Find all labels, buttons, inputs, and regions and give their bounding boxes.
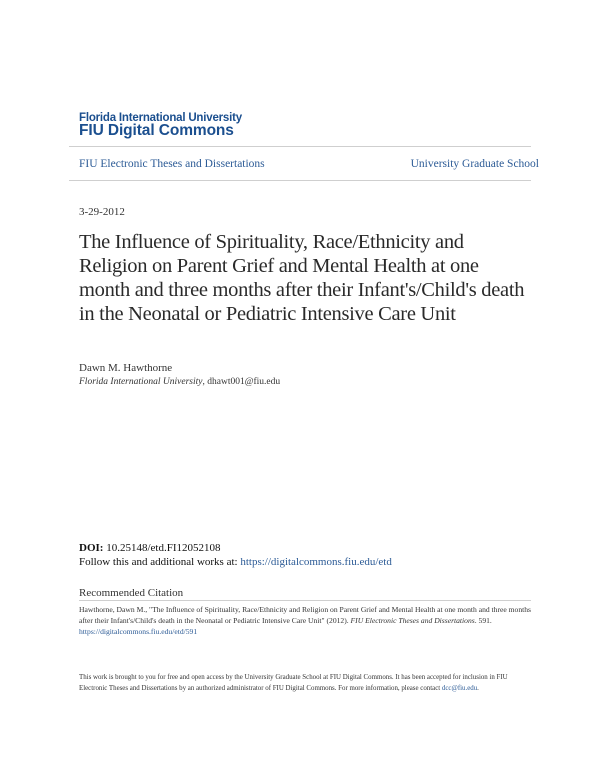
doi-line	[79, 542, 220, 554]
doi-label: DOI:	[79, 542, 104, 554]
citation-divider	[79, 600, 531, 601]
follow-line	[79, 556, 392, 568]
doi-value: 10.25148/etd.FI12052108	[106, 542, 221, 554]
institution-name[interactable]: Florida International University	[79, 112, 242, 124]
citation-link[interactable]: https://digitalcommons.fiu.edu/etd/591	[79, 627, 198, 636]
citation-number: . 591.	[474, 616, 492, 625]
citation-main: Hawthorne, Dawn M., "The Influence of Spirituality, Race/Ethnicity and Religion on Parent Grief and Mental Health at one month and three months after their Infant's/Child's death in the Neonatal or Pediatric Intensive Care Unit" (2012).	[79, 605, 531, 625]
series-link[interactable]: FIU Electronic Theses and Dissertations	[79, 158, 265, 170]
affiliation-name: Florida International University	[79, 377, 203, 387]
citation-heading: Recommended Citation	[79, 587, 184, 599]
author-name: Dawn M. Hawthorne	[79, 362, 173, 374]
author-email[interactable]: dhawt001@fiu.edu	[207, 377, 281, 387]
contact-email-link[interactable]: dcc@fiu.edu	[441, 685, 478, 692]
footer-end: .	[477, 685, 479, 692]
follow-link[interactable]: https://digitalcommons.fiu.edu/etd	[240, 556, 392, 568]
footer-text: This work is brought to you for free and open access by the University Graduate School at FIU Digital Commons. It has been accepted for inclusion in FIU Electronic Theses and Dissertations by an authorized administrator of FIU Digital Commons. For more information, please contact	[79, 674, 508, 692]
author-affiliation: Florida International University, dhawt001@fiu.edu	[79, 377, 281, 387]
citation-text	[79, 604, 531, 637]
header-divider-bottom	[69, 180, 531, 181]
publication-date: 3-29-2012	[79, 206, 125, 218]
footer-notice	[79, 672, 531, 694]
school-link[interactable]: University Graduate School	[410, 158, 539, 170]
paper-title: The Influence of Spirituality, Race/Ethnicity and Religion on Parent Grief and Mental Health at one month and three months after their Infant's/Child's death in the Neonatal or Pediatric Intensive Care Unit	[79, 231, 525, 325]
repository-name[interactable]: FIU Digital Commons	[79, 122, 234, 139]
follow-text: Follow this and additional works at:	[79, 556, 238, 568]
header-divider-top	[69, 146, 531, 147]
citation-journal: FIU Electronic Theses and Dissertations	[350, 616, 475, 625]
